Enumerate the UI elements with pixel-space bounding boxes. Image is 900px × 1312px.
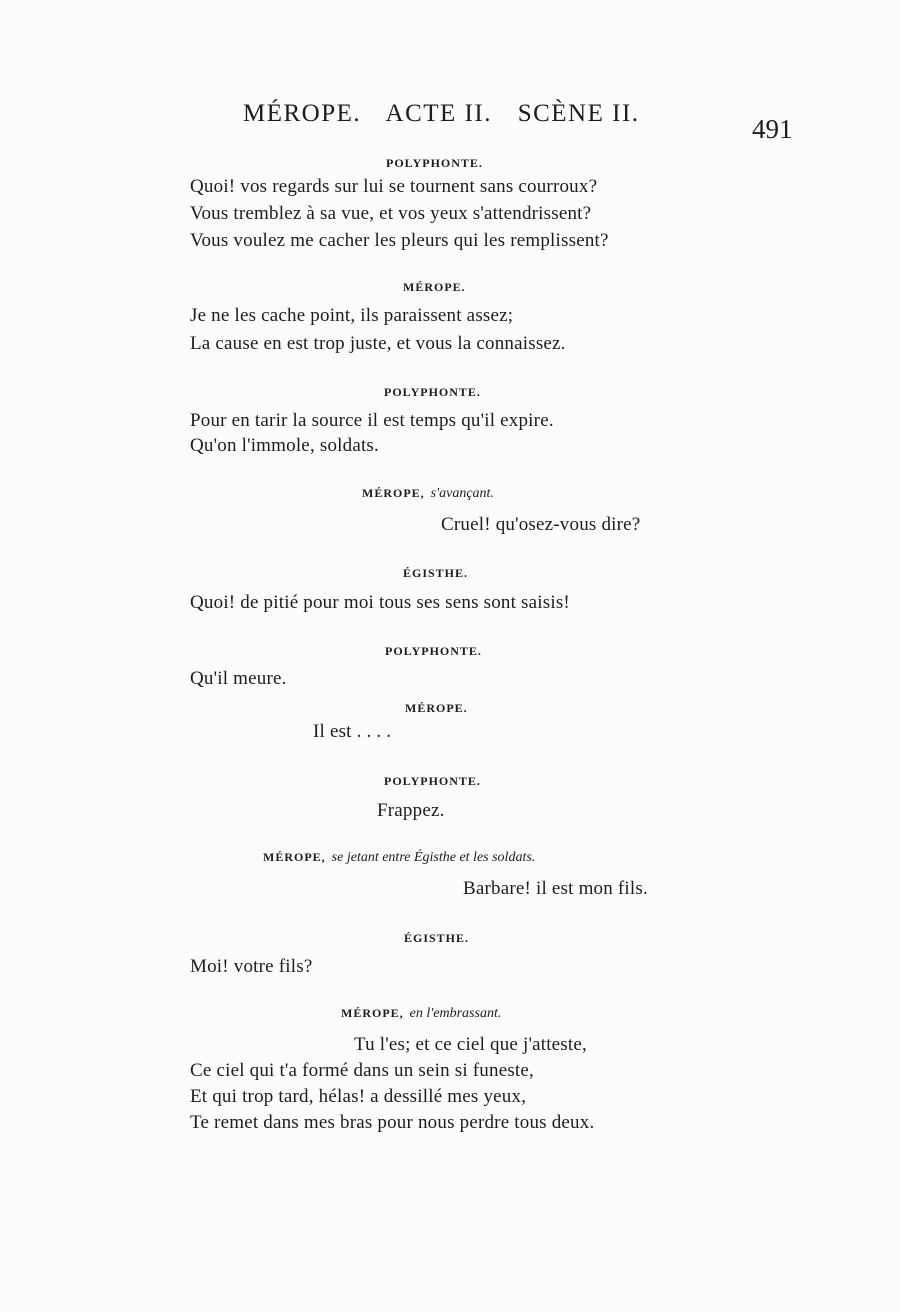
page-header	[243, 100, 658, 128]
verse-line: Qu'il meure.	[190, 668, 287, 689]
header-scene: SCÈNE II.	[517, 100, 640, 127]
speaker-name: MÉROPE.	[403, 280, 466, 294]
verse-line: Tu l'es; et ce ciel que j'atteste,	[354, 1034, 587, 1055]
header-play-title: MÉROPE.	[243, 100, 362, 127]
speaker-name: POLYPHONTE.	[384, 385, 481, 399]
verse-line: Je ne les cache point, ils paraissent assez;	[190, 305, 514, 326]
speaker-label	[403, 566, 468, 581]
verse-line: Il est . . . .	[313, 721, 392, 742]
verse-line: La cause en est trop juste, et vous la connaissez.	[190, 333, 566, 354]
page-number: 491	[752, 114, 793, 144]
speaker-name: ÉGISTHE.	[404, 931, 470, 945]
speaker-label	[405, 701, 468, 716]
speaker-name: POLYPHONTE.	[384, 774, 481, 788]
verse-line: Qu'on l'immole, soldats.	[190, 435, 379, 456]
verse-line: Ce ciel qui t'a formé dans un sein si funeste,	[190, 1060, 534, 1081]
verse-line: Frappez.	[377, 800, 445, 821]
speaker-label	[404, 931, 469, 946]
verse-line: Barbare! il est mon fils.	[463, 878, 648, 899]
stage-direction: en l'embrassant.	[409, 1006, 502, 1021]
speaker-label	[385, 644, 482, 659]
speaker-name: ÉGISTHE.	[403, 566, 469, 580]
speaker-name: MÉROPE,	[263, 850, 326, 864]
speaker-label	[384, 774, 481, 789]
header-act: ACTE II.	[385, 100, 492, 127]
verse-line: Moi! votre fils?	[190, 956, 313, 977]
verse-line: Quoi! vos regards sur lui se tournent sans courroux?	[190, 176, 598, 197]
verse-line: Cruel! qu'osez-vous dire?	[441, 514, 641, 535]
verse-line: Te remet dans mes bras pour nous perdre tous deux.	[190, 1112, 595, 1133]
speaker-label	[403, 280, 466, 295]
stage-direction: se jetant entre Égisthe et les soldats.	[331, 850, 536, 865]
speaker-label	[384, 385, 481, 400]
stage-direction: s'avançant.	[430, 486, 494, 501]
verse-line: Quoi! de pitié pour moi tous ses sens sont saisis!	[190, 592, 570, 613]
speaker-name: MÉROPE,	[362, 486, 425, 500]
verse-line: Vous voulez me cacher les pleurs qui les remplissent?	[190, 230, 609, 251]
speaker-label	[386, 156, 483, 171]
speaker-name: MÉROPE,	[341, 1006, 404, 1020]
speaker-label	[263, 850, 535, 866]
speaker-name: POLYPHONTE.	[386, 156, 483, 170]
speaker-name: MÉROPE.	[405, 701, 468, 715]
verse-line: Vous tremblez à sa vue, et vos yeux s'attendrissent?	[190, 203, 592, 224]
speaker-name: POLYPHONTE.	[385, 644, 482, 658]
verse-line: Pour en tarir la source il est temps qu'il expire.	[190, 410, 554, 431]
verse-line: Et qui trop tard, hélas! a dessillé mes yeux,	[190, 1086, 527, 1107]
speaker-label	[362, 486, 494, 502]
speaker-label	[341, 1006, 501, 1022]
